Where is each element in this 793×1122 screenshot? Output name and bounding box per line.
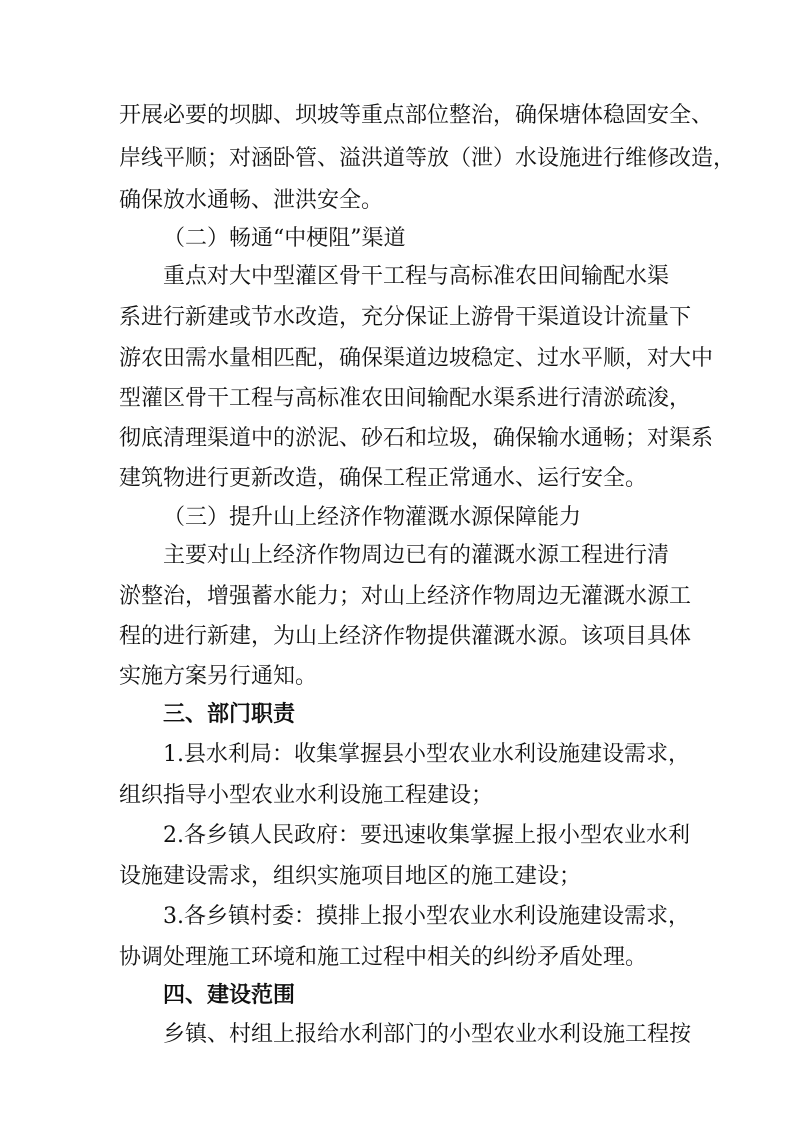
paragraph-line: 3.各乡镇村委：摸排上报小型农业水利设施建设需求， <box>163 904 690 929</box>
paragraph-line: 淤整治，增强蓄水能力；对山上经济作物周边无灌溉水源工 <box>119 584 692 609</box>
paragraph-line: 重点对大中型灌区骨干工程与高标准农田间输配水渠 <box>163 264 670 289</box>
paragraph-line: 型灌区骨干工程与高标准农田间输配水渠系进行清淤疏浚， <box>119 386 692 411</box>
section-heading: 四、建设范围 <box>163 983 296 1008</box>
section-subheading: （二）畅通“中梗阻”渠道 <box>163 226 406 251</box>
paragraph-line: 确保放水通畅、泄洪安全。 <box>119 188 384 213</box>
paragraph-line: 程的进行新建，为山上经济作物提供灌溉水源。该项目具体 <box>119 624 692 649</box>
paragraph-line: 岸线平顺；对涵卧管、溢洪道等放（泄）水设施进行维修改造， <box>119 146 736 171</box>
paragraph-line: 主要对山上经济作物周边已有的灌溉水源工程进行清 <box>163 543 670 568</box>
paragraph-line: 游农田需水量相匹配，确保渠道边坡稳定、过水平顺，对大中 <box>119 346 714 371</box>
section-subheading: （三）提升山上经济作物灌溉水源保障能力 <box>163 505 582 530</box>
paragraph-line: 乡镇、村组上报给水利部门的小型农业水利设施工程按 <box>163 1022 692 1047</box>
paragraph-line: 组织指导小型农业水利设施工程建设； <box>119 783 494 808</box>
paragraph-line: 设施建设需求，组织实施项目地区的施工建设； <box>119 864 582 889</box>
paragraph-line: 实施方案另行通知。 <box>119 664 318 689</box>
paragraph-line: 开展必要的坝脚、坝坡等重点部位整治，确保塘体稳固安全、 <box>119 103 714 128</box>
paragraph-line: 1.县水利局：收集掌握县小型农业水利设施建设需求， <box>163 742 690 767</box>
section-heading: 三、部门职责 <box>163 702 296 727</box>
paragraph-line: 彻底清理渠道中的淤泥、砂石和垃圾，确保输水通畅；对渠系 <box>119 426 714 451</box>
paragraph-line: 2.各乡镇人民政府：要迅速收集掌握上报小型农业水利 <box>163 823 690 848</box>
paragraph-line: 系进行新建或节水改造，充分保证上游骨干渠道设计流量下 <box>119 305 692 330</box>
paragraph-line: 协调处理施工环境和施工过程中相关的纠纷矛盾处理。 <box>119 945 648 970</box>
paragraph-line: 建筑物进行更新改造，确保工程正常通水、运行安全。 <box>119 466 648 491</box>
